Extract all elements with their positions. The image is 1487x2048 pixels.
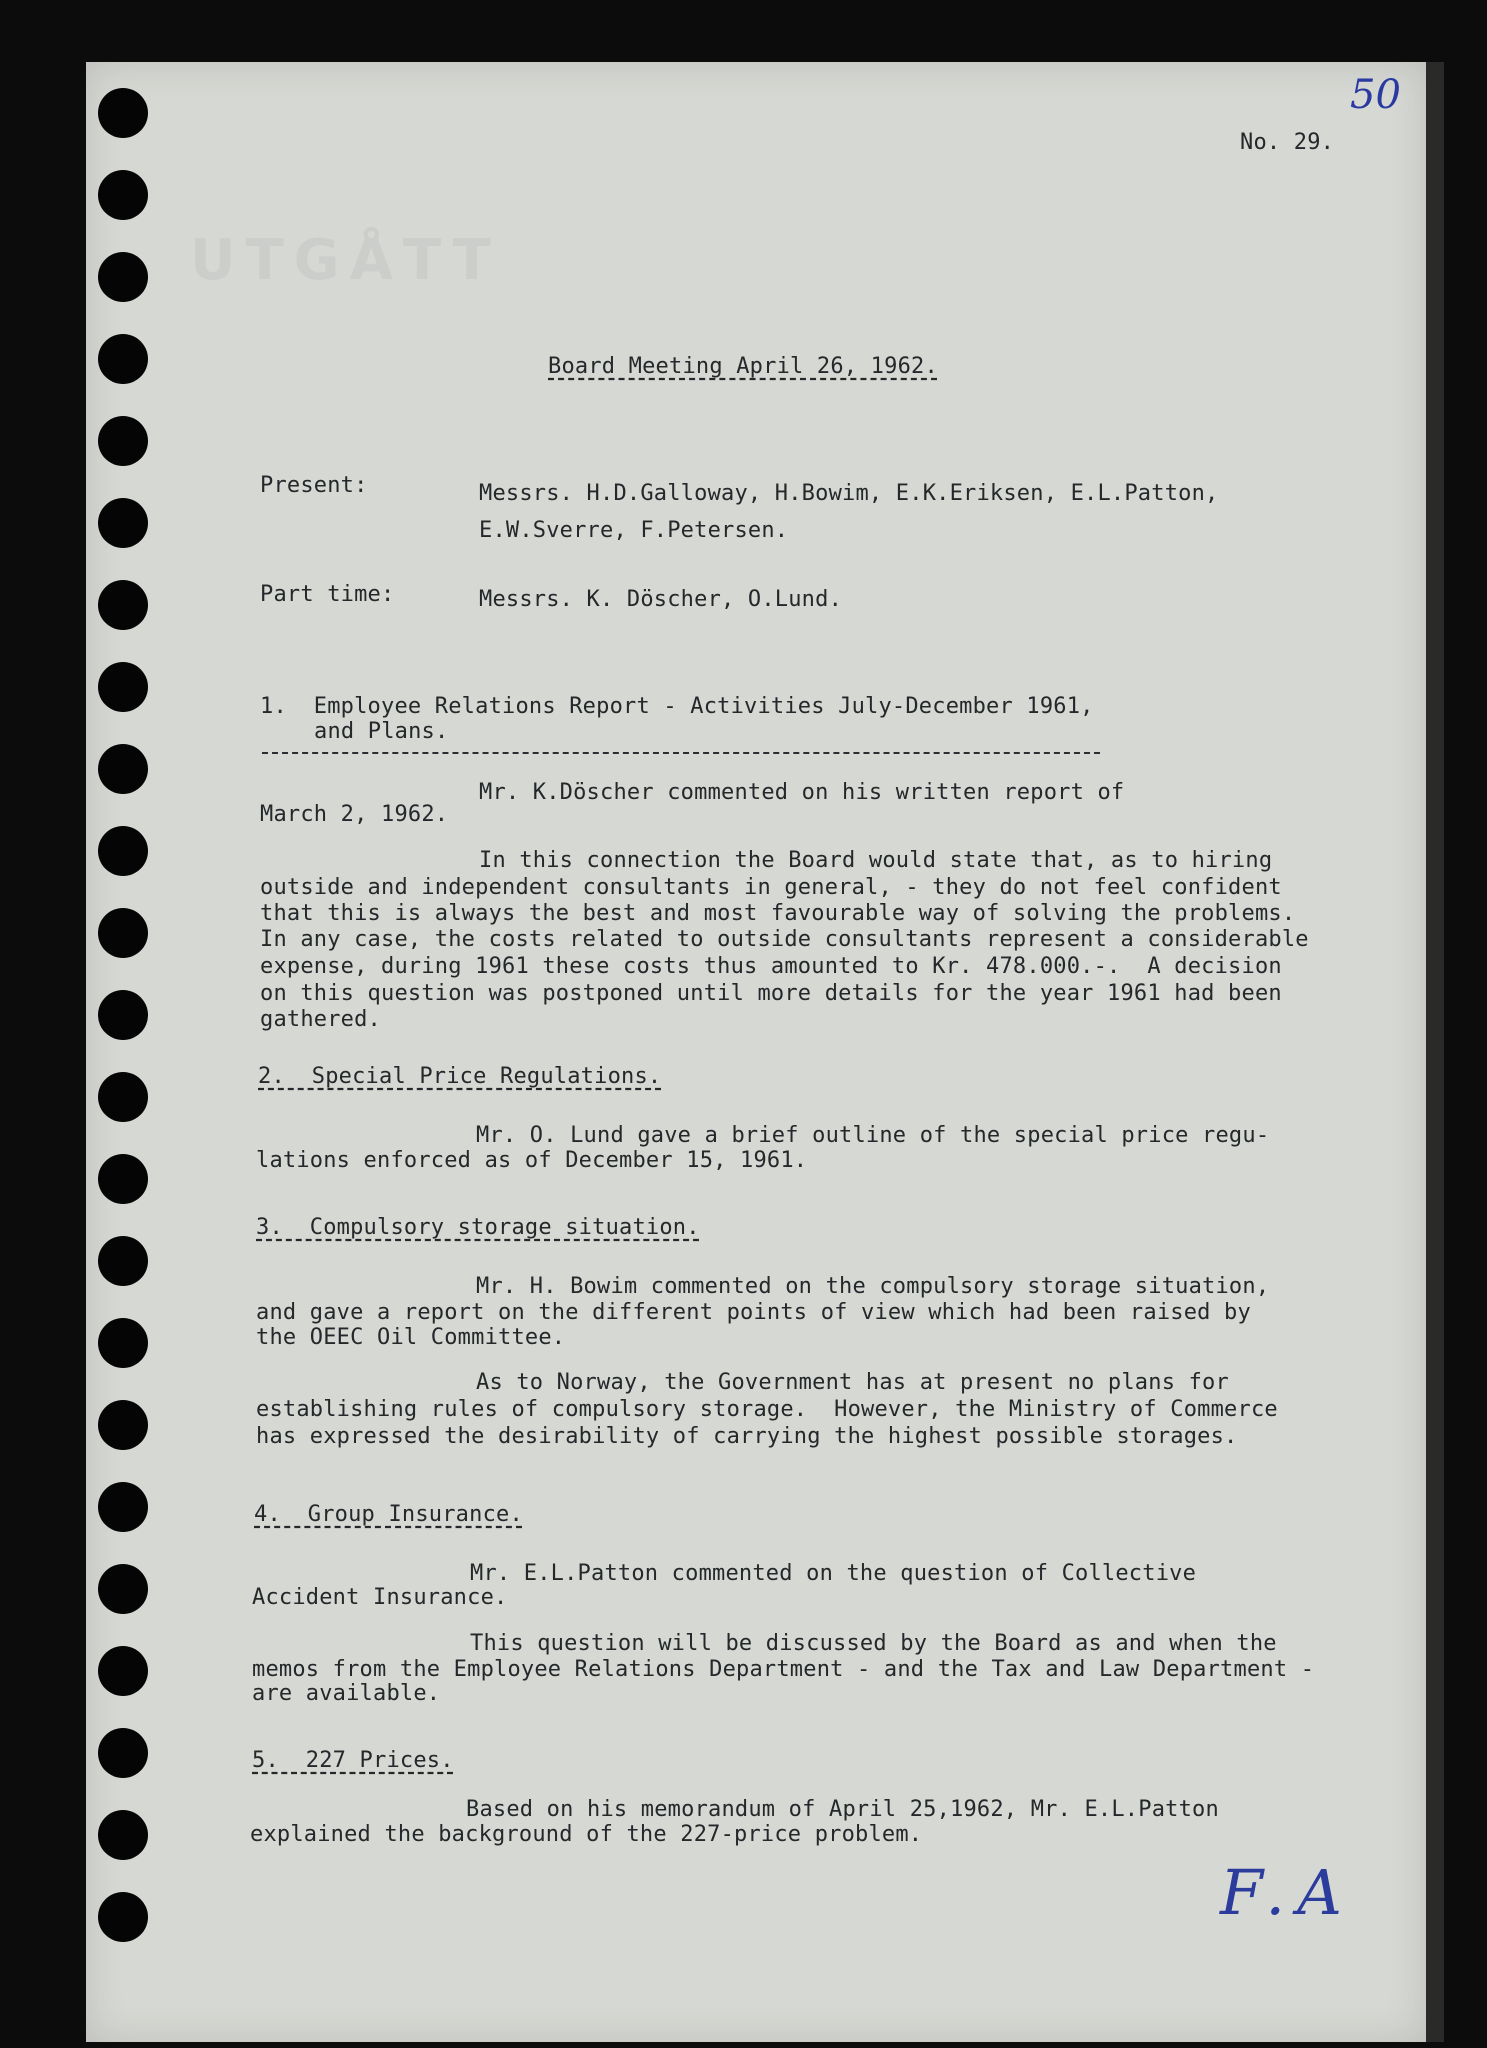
paragraph-line: Mr. K.Döscher commented on his written report of [479, 780, 1125, 805]
paragraph-line: Mr. H. Bowim commented on the compulsory storage situation, [476, 1274, 1270, 1299]
present-names: Messrs. H.D.Galloway, H.Bowim, E.K.Eriksen, E.L.Patton, [479, 481, 1219, 506]
punch-hole [98, 1482, 148, 1532]
paragraph-line: and gave a report on the different points of view which had been raised by [256, 1300, 1251, 1325]
paragraph-line: This question will be discussed by the Board as and when the [470, 1631, 1277, 1656]
punch-hole [98, 990, 148, 1040]
paragraph-line: gathered. [260, 1007, 382, 1032]
punch-hole [98, 1318, 148, 1368]
paragraph-line: on this question was postponed until more details for the year 1961 had been [260, 981, 1282, 1006]
page-edge [1426, 62, 1444, 2042]
section-heading: 5. 227 Prices. [252, 1748, 454, 1773]
punch-hole [98, 1810, 148, 1860]
paragraph-line: the OEEC Oil Committee. [256, 1325, 566, 1350]
paragraph-line: Based on his memorandum of April 25,1962, Mr. E.L.Patton [466, 1797, 1219, 1822]
punch-hole [98, 1400, 148, 1450]
punch-hole [98, 662, 148, 712]
section-heading: 2. Special Price Regulations. [258, 1064, 662, 1089]
paragraph-line: Mr. E.L.Patton commented on the question of Collective [470, 1561, 1197, 1586]
paragraph-line: expense, during 1961 these costs thus amounted to Kr. 478.000.-. A decision [260, 954, 1282, 979]
section-heading: 3. Compulsory storage situation. [256, 1215, 700, 1240]
heading-underline [262, 752, 1100, 754]
document-number: No. 29. [1240, 130, 1335, 155]
paragraph-line: outside and independent consultants in general, - they do not feel confident [260, 875, 1282, 900]
paragraph-line: lations enforced as of December 15, 1961. [256, 1148, 808, 1173]
section-heading: 4. Group Insurance. [254, 1502, 523, 1527]
paragraph-line: establishing rules of compulsory storage. However, the Ministry of Commerce [256, 1397, 1278, 1422]
punch-hole [98, 908, 148, 958]
punch-hole [98, 334, 148, 384]
paragraph-line: March 2, 1962. [260, 802, 449, 827]
punch-hole [98, 1728, 148, 1778]
punch-hole [98, 1072, 148, 1122]
section-heading: and Plans. [314, 719, 449, 744]
paragraph-line: Mr. O. Lund gave a brief outline of the special price regu- [476, 1123, 1270, 1148]
paragraph-line: that this is always the best and most favourable way of solving the problems. [260, 901, 1296, 926]
faint-stamp: UTGÅTT [190, 228, 501, 293]
part-time-names: Messrs. K. Döscher, O.Lund. [479, 587, 843, 612]
section-heading: 1. Employee Relations Report - Activities July-December 1961, [260, 694, 1094, 719]
paragraph-line: memos from the Employee Relations Department - and the Tax and Law Department - [252, 1657, 1315, 1682]
punch-hole [98, 1564, 148, 1614]
paragraph-line: has expressed the desirability of carrying the highest possible storages. [256, 1424, 1238, 1449]
punch-hole [98, 170, 148, 220]
punch-hole [98, 252, 148, 302]
punch-hole [98, 1154, 148, 1204]
present-label: Present: [260, 473, 368, 498]
punch-hole [98, 580, 148, 630]
paragraph-line: In any case, the costs related to outside consultants represent a considerable [260, 927, 1309, 952]
paragraph-line: explained the background of the 227-price problem. [250, 1822, 923, 1847]
paragraph-line: are available. [252, 1681, 441, 1706]
handwritten-page-number: 50 [1350, 72, 1401, 118]
paragraph-line: In this connection the Board would state that, as to hiring [479, 848, 1273, 873]
paragraph-line: As to Norway, the Government has at present no plans for [476, 1370, 1229, 1395]
paragraph-line: Accident Insurance. [252, 1585, 508, 1610]
handwritten-initials: F.A [1220, 1856, 1354, 1929]
present-names: E.W.Sverre, F.Petersen. [479, 518, 789, 543]
part-time-label: Part time: [260, 582, 395, 607]
punch-hole [98, 826, 148, 876]
punch-hole [98, 498, 148, 548]
punch-hole [98, 1892, 148, 1942]
punch-hole [98, 1646, 148, 1696]
punch-hole [98, 88, 148, 138]
punch-hole [98, 416, 148, 466]
page-title: Board Meeting April 26, 1962. [548, 354, 938, 379]
punch-hole [98, 1236, 148, 1286]
punch-hole [98, 744, 148, 794]
